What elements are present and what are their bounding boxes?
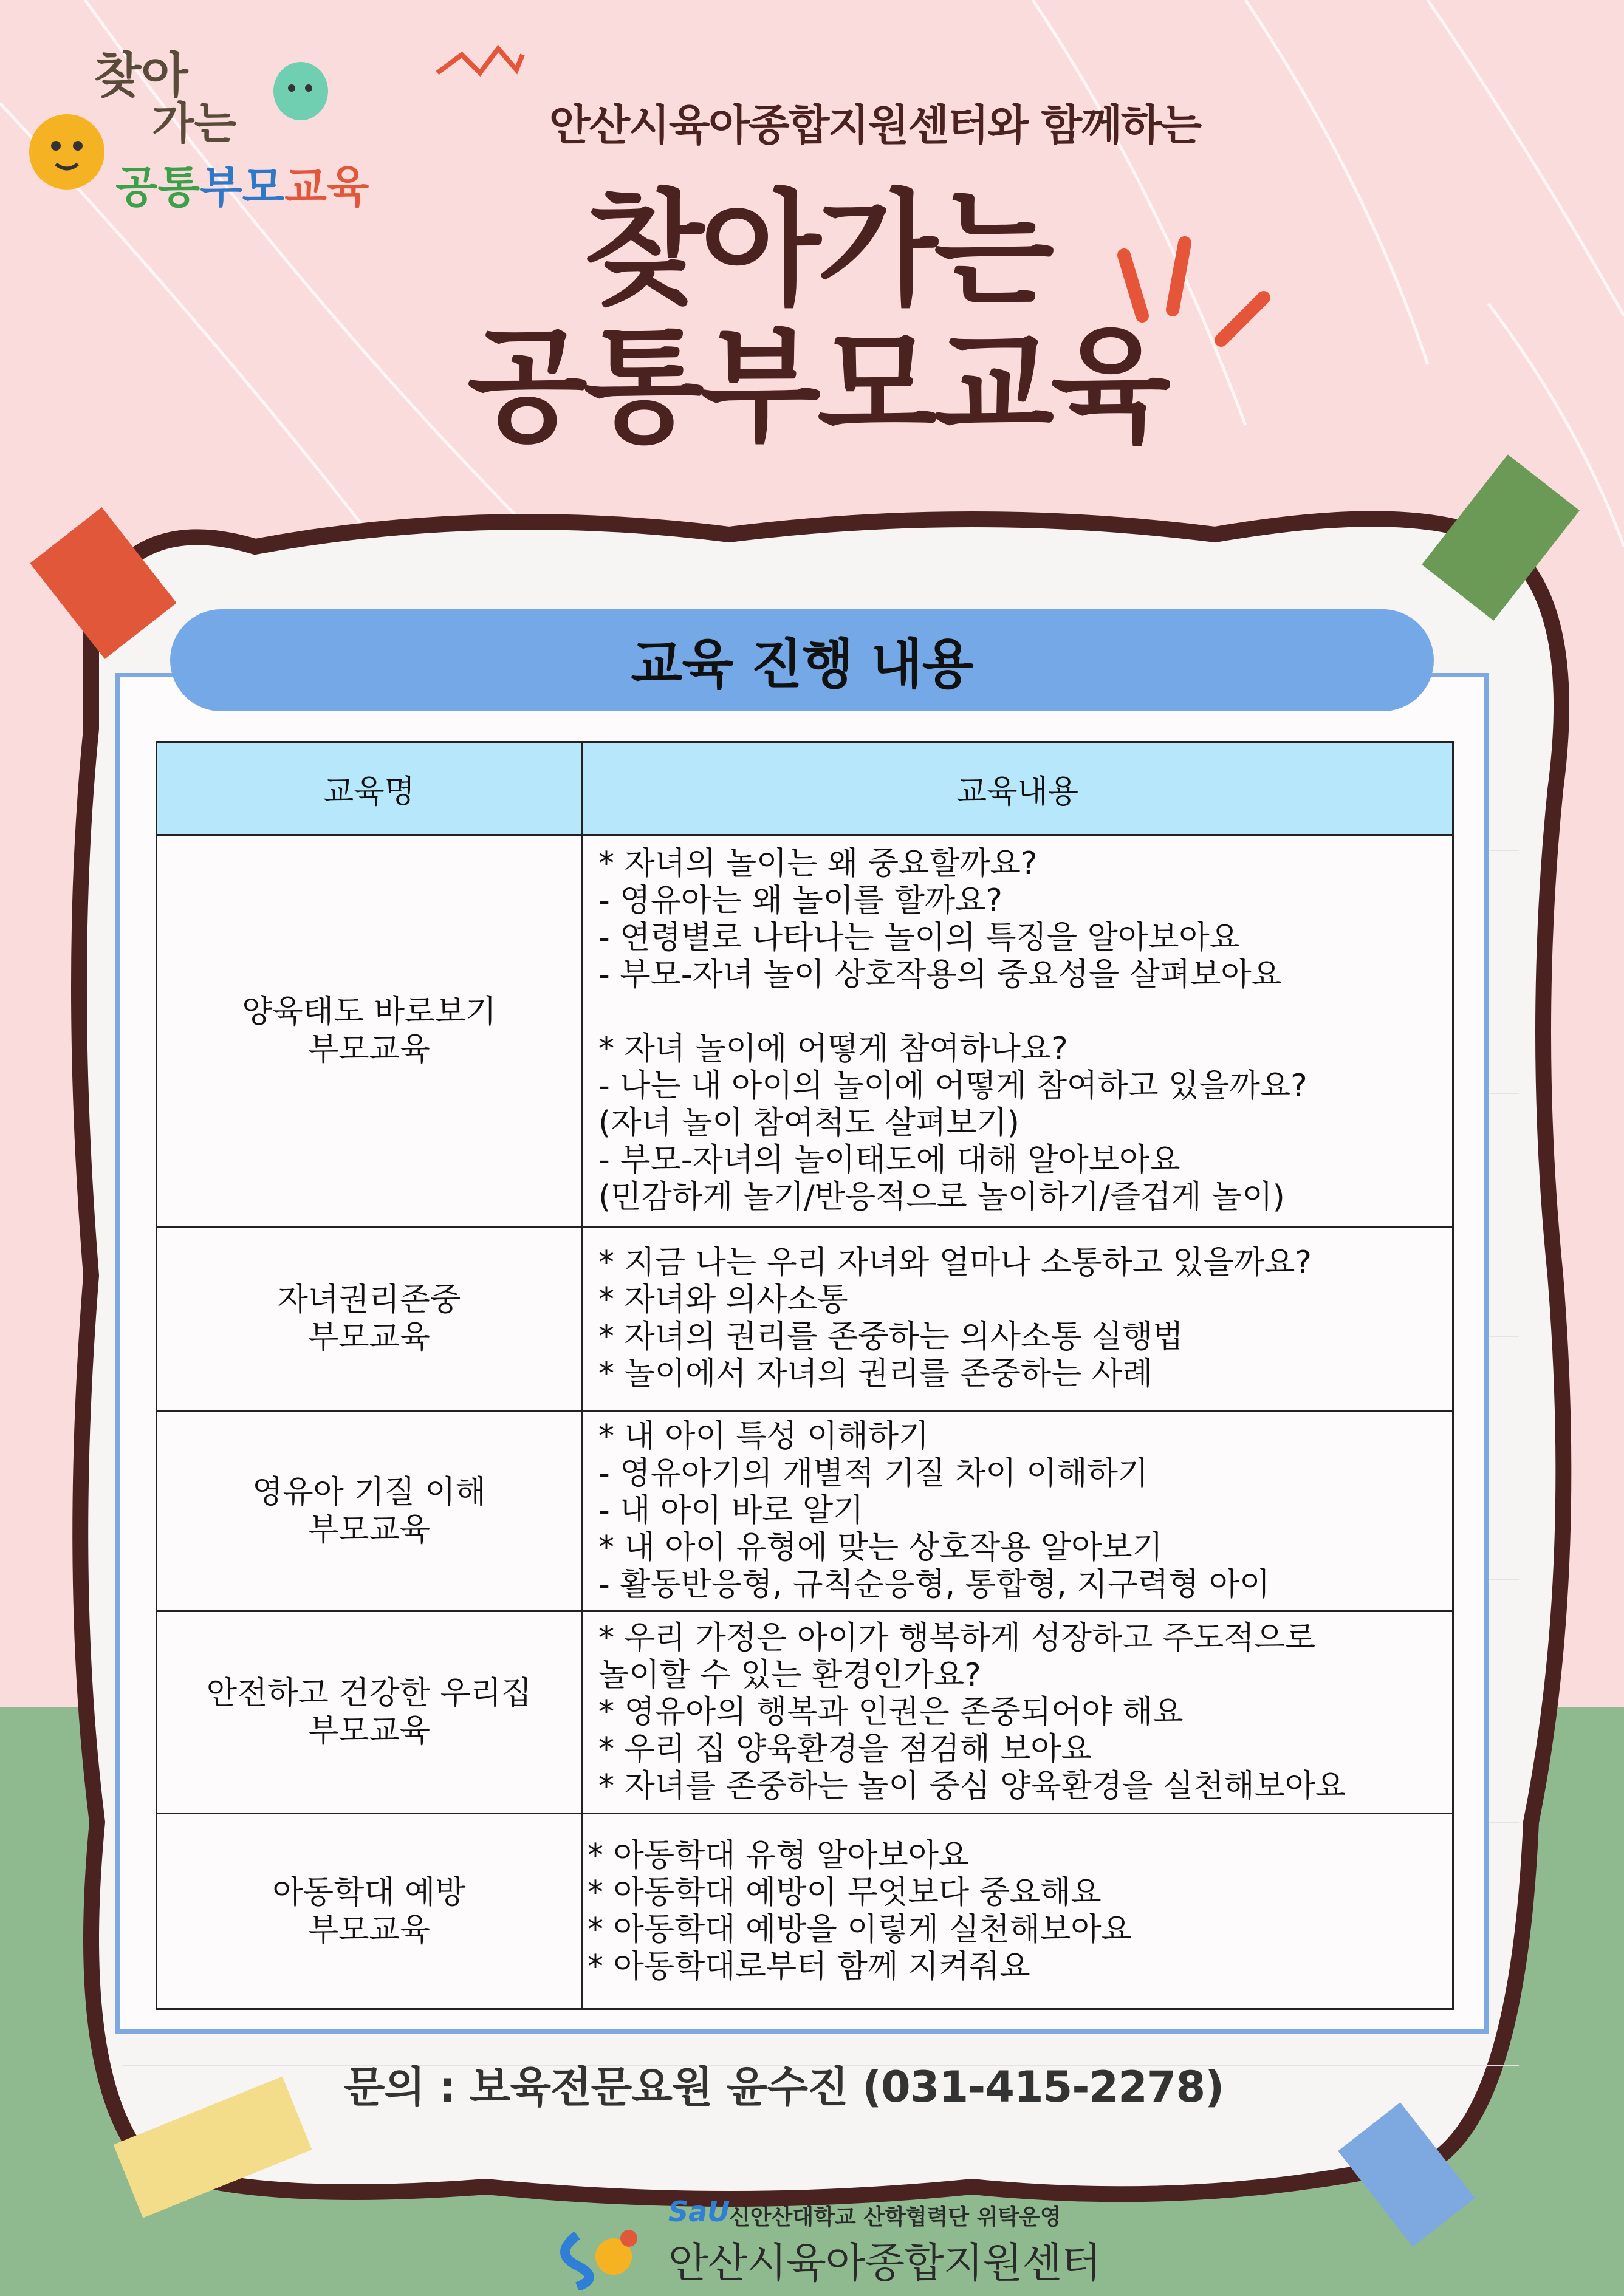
- footer-operator: 신안산대학교 산학협력단 위탁운영: [729, 2205, 1061, 2230]
- row-name: 영유아 기질 이해 부모교육: [157, 1411, 582, 1611]
- table-row: [157, 835, 1453, 1227]
- table-header-row: [157, 742, 1453, 835]
- table-row: [157, 1611, 1453, 1814]
- column-header-name: 교육명: [157, 742, 582, 835]
- page-title: [316, 178, 1318, 459]
- logo-word-3: 교육: [284, 162, 369, 213]
- logo-line1: 찾아: [94, 47, 188, 104]
- table-row: [157, 1814, 1453, 2009]
- column-header-content: 교육내용: [582, 742, 1453, 835]
- logo-mascot-sun: [29, 114, 104, 190]
- title-line1: 찾아가는: [583, 178, 1051, 323]
- logo-mascot-drop: [273, 62, 328, 120]
- footer-sau-mark: SaU: [668, 2195, 730, 2228]
- logo-word-1: 공통: [115, 162, 200, 213]
- logo-line2: 가는: [152, 98, 237, 149]
- contact-info: 문의 : 보육전문요원 윤수진 (031-415-2278): [343, 2062, 1224, 2112]
- row-content: * 지금 나는 우리 자녀와 얼마나 소통하고 있을까요? * 자녀와 의사소통 * 자녀의 권리를 존중하는 의사소통 실행법 * 놀이에서 자녀의 권리를 존중하는 사례: [582, 1227, 1453, 1411]
- education-table: [156, 741, 1454, 2010]
- row-name: 자녀권리존중 부모교육: [157, 1227, 582, 1411]
- section-header-label: 교육 진행 내용: [631, 633, 973, 695]
- row-name: 아동학대 예방 부모교육: [157, 1814, 582, 2009]
- subtitle: 안산시육아종합지원센터와 함께하는: [549, 100, 1201, 150]
- table-row: [157, 1411, 1453, 1611]
- table-row: [157, 1227, 1453, 1411]
- crown-scribble: [437, 49, 522, 73]
- row-name: 양육태도 바로보기 부모교육: [157, 835, 582, 1227]
- section-header: [170, 609, 1434, 711]
- row-name: 안전하고 건강한 우리집 부모교육: [157, 1611, 582, 1814]
- row-content: * 내 아이 특성 이해하기 - 영유아기의 개별적 기질 차이 이해하기 - 내 아이 바로 알기 * 내 아이 유형에 맞는 상호작용 알아보기 - 활동반응형, 규칙순응형, 통합형, 지구력형 아이: [582, 1411, 1453, 1611]
- footer-center-name: 안산시육아종합지원센터: [668, 2240, 1101, 2287]
- row-content: * 우리 가정은 아이가 행복하게 성장하고 주도적으로 놀이할 수 있는 환경인가요? * 영유아의 행복과 인권은 존중되어야 해요 * 우리 집 양육환경을 점검해 보아요 * 자녀를 존중하는 놀이 중심 양육환경을 실천해보아요: [582, 1611, 1453, 1814]
- row-content: * 자녀의 놀이는 왜 중요할까요? - 영유아는 왜 놀이를 할까요? - 연령별로 나타나는 놀이의 특징을 알아보아요 - 부모-자녀 놀이 상호작용의 중요성을 살펴보아요 * 자녀 놀이에 어떻게 참여하나요? - 나는 내 아이의 놀이에 어떻게 참여하고 있을까요? (자녀 놀이 참여척도 살펴보기) - 부모-자녀의 놀이태도에 대해 알아보아요 (민감하게 놀기/반응적으로 놀이하기/즐겁게 놀이): [582, 835, 1453, 1227]
- center-logo-icon: [553, 2223, 650, 2290]
- row-content: * 아동학대 유형 알아보아요 * 아동학대 예방이 무엇보다 중요해요 * 아동학대 예방을 이렇게 실천해보아요 * 아동학대로부터 함께 지켜줘요: [582, 1814, 1453, 2009]
- logo-word-2: 부모: [200, 162, 285, 213]
- title-line2: 공통부모교육: [467, 315, 1168, 459]
